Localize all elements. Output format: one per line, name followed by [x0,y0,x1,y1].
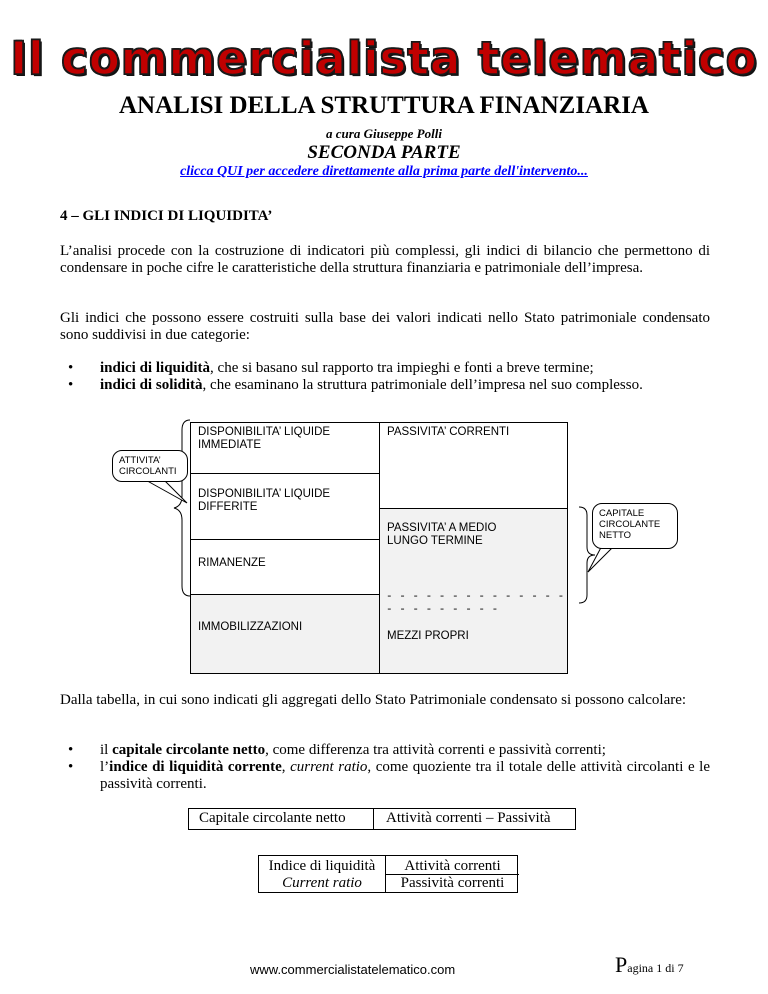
bullet-bold: capitale circolante netto [112,742,266,758]
paragraph-table-intro: Dalla tabella, in cui sono indicati gli aggregati dello Stato Patrimoniale condensato si possono calcolare: [60,692,687,708]
formula-label: Capitale circolante netto [199,810,346,826]
cell-longterm-and-equity [379,508,568,674]
cell-label: IMMOBILIZZAZIONI [198,621,303,633]
bullet-text: , come differenza tra attività correnti e passività correnti; [265,742,606,758]
bullet-text: l’ [100,759,110,775]
cell-label: DISPONIBILITA’ LIQUIDE DIFFERITE [198,488,331,513]
cell-liquid-deferred [190,473,380,540]
cell-label: PASSIVITA’ CORRENTI [387,426,510,438]
bullet-text: , come quoziente tra il totale delle attività circolanti e le passività correnti. [100,759,710,792]
author-byline: a cura Giuseppe Polli [326,126,442,141]
formula-net-working-capital [188,808,576,830]
callout-current-assets [112,450,188,482]
formula-numerator: Attività correnti [404,858,501,874]
calculations-list [60,742,710,793]
list-item: • indici di liquidità, che si basano sul rapporto tra impieghi e fonti a breve termine; [68,360,594,376]
callout-label: ATTIVITA’ CIRCOLANTI [119,455,177,477]
section-heading: 4 – GLI INDICI DI LIQUIDITA’ [60,208,273,224]
formula-denominator: Passività correnti [400,875,505,891]
footer-url: www.commercialistatelematico.com [250,962,456,977]
bullet-bold: indici di liquidità [100,360,211,376]
cell-current-liabilities [379,422,568,509]
cell-label: RIMANENZE [198,557,266,569]
page-initial: P [615,952,628,977]
bullet-italic: current ratio [290,759,368,775]
cell-fixed-assets [190,594,380,674]
list-item: • indici di solidità, che esaminano la struttura patrimoniale dell’impresa nel suo complesso. [68,377,643,393]
index-categories-list [60,360,710,394]
bullet-text: il [100,742,113,758]
paragraph-intro: L’analisi procede con la costruzione di indicatori più complessi, gli indici di bilancio che permettono di condensare in poche cifre le caratteristiche della struttura finanziaria e patrimoniale dell’impresa. [60,243,710,276]
left-brace-icon [172,418,194,598]
bullet-text: , [281,759,291,775]
list-item: • l’indice di liquidità corrente, current ratio, come quoziente tra il totale delle attività circolanti e le passività correnti. [68,759,710,792]
cell-label: MEZZI PROPRI [387,630,469,642]
formula-value: Attività correnti – Passività [386,810,551,826]
bullet-bold: indice di liquidità corrente [109,759,282,775]
divider-dashes: - - - - - - - - - - - - - - - - - - - - - - - [386,591,565,616]
bullet-text: , che si basano sul rapporto tra impieghi e fonti a breve termine; [210,360,594,376]
bullet-text: , che esaminano la struttura patrimoniale dell’impresa nel suo complesso. [202,377,643,393]
bullet-bold: indici di solidità [100,377,203,393]
document-title: ANALISI DELLA STRUTTURA FINANZIARIA [119,92,649,119]
site-logo: Il commercialista telematico [10,32,758,85]
cell-inventory [190,539,380,595]
part-subtitle: SECONDA PARTE [307,142,461,163]
callout-net-working-capital [592,503,678,549]
first-part-link[interactable]: clicca QUI per accedere direttamente alla prima parte dell'intervento... [180,164,588,179]
formula-current-ratio [258,855,518,893]
cell-label: DISPONIBILITA’ LIQUIDE IMMEDIATE [198,426,331,451]
cell-label: PASSIVITA’ A MEDIO LUNGO TERMINE [387,522,497,547]
cell-liquid-immediate [190,422,380,474]
callout-label: CAPITALE CIRCOLANTE NETTO [599,508,661,541]
paragraph-categories: Gli indici che possono essere costruiti sulla base dei valori indicati nello Stato patrimoniale condensato sono suddivisi in due categorie: [60,310,710,343]
page-number [615,952,684,978]
formula-divider [373,808,374,830]
formula-label: Indice di liquidità [268,858,376,874]
formula-label-italic: Current ratio [282,875,362,891]
page-text: agina 1 di 7 [627,961,684,975]
list-item: • il capitale circolante netto, come differenza tra attività correnti e passività correnti; [68,742,606,758]
